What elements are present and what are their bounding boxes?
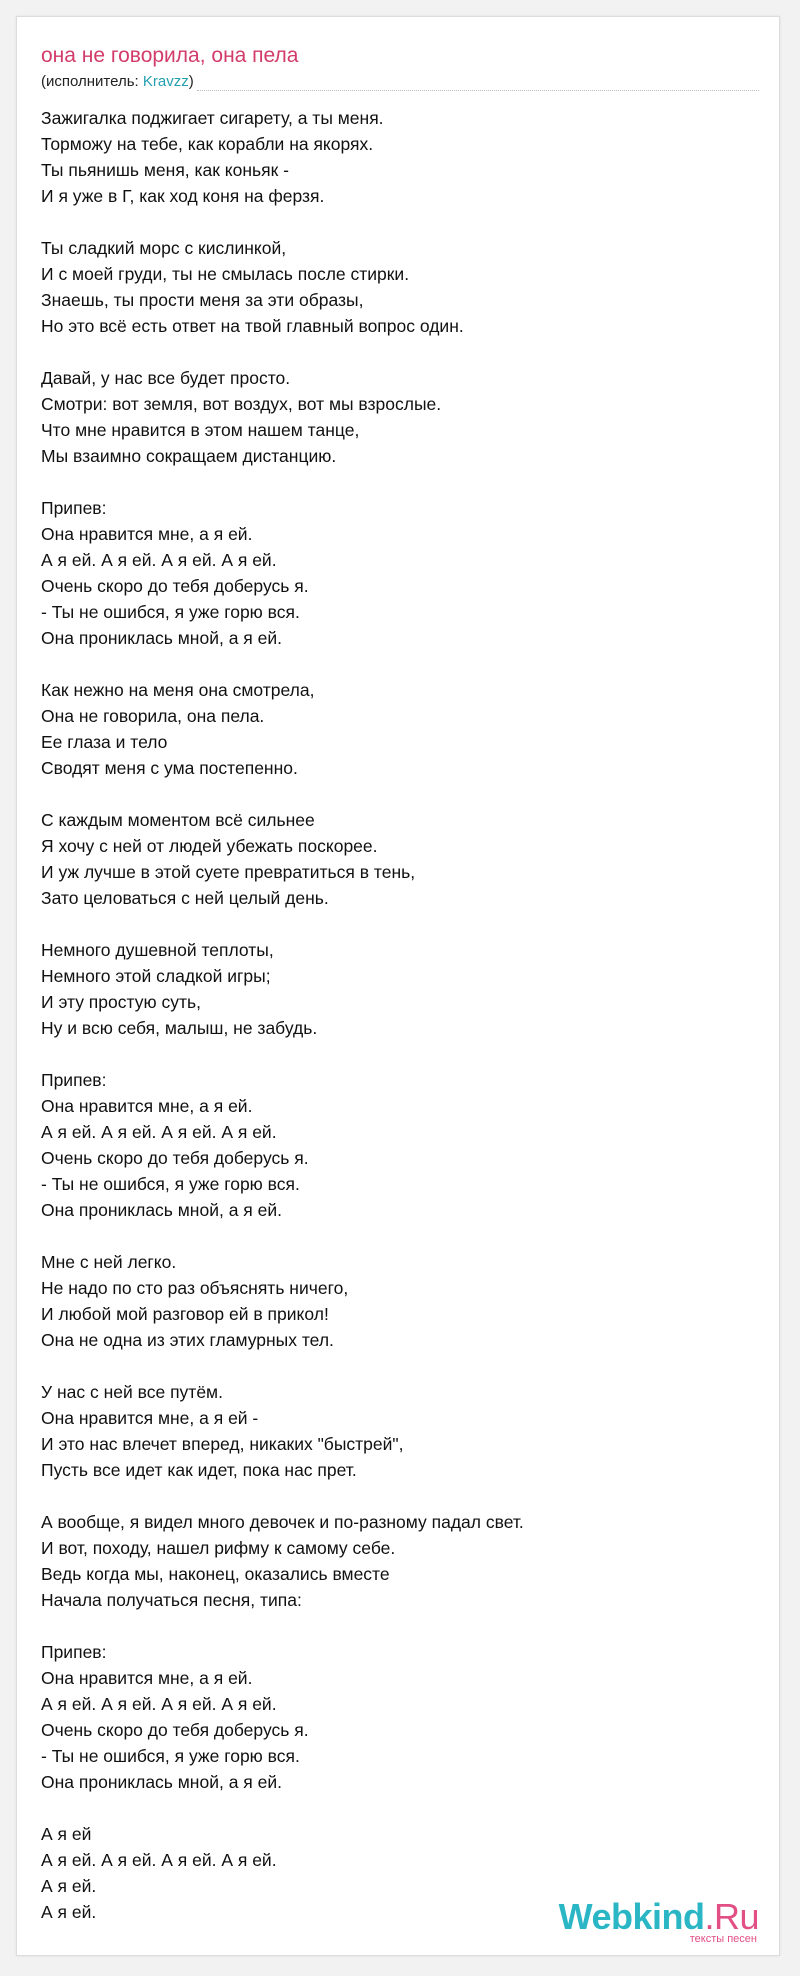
- performer-link[interactable]: Kravzz: [142, 73, 189, 90]
- lyrics-stanza: [41, 937, 761, 1041]
- lyric-line: А вообще, я видел много девочек и по-разному падал свет.: [41, 1512, 524, 1532]
- lyric-line: Сводят меня с ума постепенно.: [41, 758, 298, 778]
- lyric-line: Припев:: [41, 1070, 107, 1090]
- lyric-line: Я хочу с ней от людей убежать поскорее.: [41, 836, 378, 856]
- lyric-line: Как нежно на меня она смотрела,: [41, 680, 315, 700]
- lyric-line: С каждым моментом всё сильнее: [41, 810, 315, 830]
- lyric-line: Но это всё есть ответ на твой главный вопрос один.: [41, 316, 464, 336]
- lyric-line: Пусть все идет как идет, пока нас прет.: [41, 1460, 357, 1480]
- lyrics-body: [41, 105, 761, 1951]
- lyrics-stanza: [41, 105, 761, 209]
- lyric-line: Торможу на тебе, как корабли на якорях.: [41, 134, 374, 154]
- lyric-line: Очень скоро до тебя доберусь я.: [41, 1148, 309, 1168]
- lyric-line: Она прониклась мной, а я ей.: [41, 1772, 283, 1792]
- site-logo[interactable]: [558, 1896, 759, 1945]
- lyric-line: Очень скоро до тебя доберусь я.: [41, 1720, 309, 1740]
- logo-main-text: Webkind: [558, 1896, 705, 1937]
- lyric-line: Смотри: вот земля, вот воздух, вот мы взрослые.: [41, 394, 442, 414]
- lyric-line: Она нравится мне, а я ей -: [41, 1408, 259, 1428]
- lyric-line: У нас с ней все путём.: [41, 1382, 223, 1402]
- lyric-line: Ну и всю себя, малыш, не забудь.: [41, 1018, 318, 1038]
- lyric-line: Припев:: [41, 498, 107, 518]
- lyric-line: А я ей.: [41, 1902, 97, 1922]
- lyric-line: Она не одна из этих гламурных тел.: [41, 1330, 334, 1350]
- lyric-line: Давай, у нас все будет просто.: [41, 368, 291, 388]
- lyric-line: - Ты не ошибся, я уже горю вся.: [41, 1174, 300, 1194]
- lyric-line: А я ей. А я ей. А я ей. А я ей.: [41, 1122, 277, 1142]
- lyrics-stanza: [41, 677, 761, 781]
- lyric-line: И с моей груди, ты не смылась после стирки.: [41, 264, 410, 284]
- lyric-line: Немного этой сладкой игры;: [41, 966, 271, 986]
- performer-line: [41, 73, 194, 91]
- lyrics-stanza: [41, 495, 761, 651]
- lyrics-stanza: [41, 1379, 761, 1483]
- lyric-line: Она нравится мне, а я ей.: [41, 524, 253, 544]
- lyric-line: Ведь когда мы, наконец, оказались вместе: [41, 1564, 390, 1584]
- lyric-line: Очень скоро до тебя доберусь я.: [41, 576, 309, 596]
- lyric-line: Она прониклась мной, а я ей.: [41, 1200, 283, 1220]
- lyric-line: Мы взаимно сокращаем дистанцию.: [41, 446, 337, 466]
- lyric-line: И эту простую суть,: [41, 992, 201, 1012]
- lyric-line: Ты сладкий морс с кислинкой,: [41, 238, 287, 258]
- lyrics-card: [16, 16, 780, 1956]
- performer-suffix: ): [188, 73, 194, 90]
- lyric-line: И уж лучше в этой суете превратиться в тень,: [41, 862, 416, 882]
- lyric-line: А я ей: [41, 1824, 92, 1844]
- lyric-line: Ее глаза и тело: [41, 732, 168, 752]
- lyric-line: - Ты не ошибся, я уже горю вся.: [41, 602, 300, 622]
- lyric-line: Ты пьянишь меня, как коньяк -: [41, 160, 289, 180]
- lyrics-stanza: [41, 1067, 761, 1223]
- lyrics-stanza: [41, 235, 761, 339]
- lyric-line: Она не говорила, она пела.: [41, 706, 265, 726]
- lyric-line: А я ей. А я ей. А я ей. А я ей.: [41, 1850, 277, 1870]
- song-title: она не говорила, она пела: [41, 44, 299, 67]
- lyric-line: И я уже в Г, как ход коня на ферзя.: [41, 186, 325, 206]
- lyric-line: Знаешь, ты прости меня за эти образы,: [41, 290, 364, 310]
- lyric-line: А я ей.: [41, 1876, 97, 1896]
- lyric-line: Начала получаться песня, типа:: [41, 1590, 302, 1610]
- lyric-line: Она нравится мне, а я ей.: [41, 1096, 253, 1116]
- logo-domain-text: .Ru: [704, 1896, 759, 1937]
- lyric-line: Она прониклась мной, а я ей.: [41, 628, 283, 648]
- lyrics-stanza: [41, 1509, 761, 1613]
- lyric-line: Зато целоваться с ней целый день.: [41, 888, 329, 908]
- lyric-line: Зажигалка поджигает сигарету, а ты меня.: [41, 108, 384, 128]
- lyric-line: А я ей. А я ей. А я ей. А я ей.: [41, 550, 277, 570]
- lyric-line: И вот, походу, нашел рифму к самому себе.: [41, 1538, 396, 1558]
- lyrics-stanza: [41, 1639, 761, 1795]
- lyric-line: Что мне нравится в этом нашем танце,: [41, 420, 360, 440]
- title-divider: [197, 90, 759, 91]
- lyric-line: И любой мой разговор ей в прикол!: [41, 1304, 329, 1324]
- lyric-line: Припев:: [41, 1642, 107, 1662]
- lyric-line: Она нравится мне, а я ей.: [41, 1668, 253, 1688]
- lyrics-stanza: [41, 807, 761, 911]
- lyrics-stanza: [41, 365, 761, 469]
- lyric-line: - Ты не ошибся, я уже горю вся.: [41, 1746, 300, 1766]
- performer-prefix: (исполнитель:: [41, 73, 143, 90]
- lyric-line: Не надо по сто раз объяснять ничего,: [41, 1278, 349, 1298]
- lyrics-stanza: [41, 1249, 761, 1353]
- lyric-line: Немного душевной теплоты,: [41, 940, 274, 960]
- logo-subtitle: тексты песен: [689, 1933, 757, 1945]
- lyric-line: А я ей. А я ей. А я ей. А я ей.: [41, 1694, 277, 1714]
- lyric-line: Мне с ней легко.: [41, 1252, 177, 1272]
- lyric-line: И это нас влечет вперед, никаких "быстрей",: [41, 1434, 404, 1454]
